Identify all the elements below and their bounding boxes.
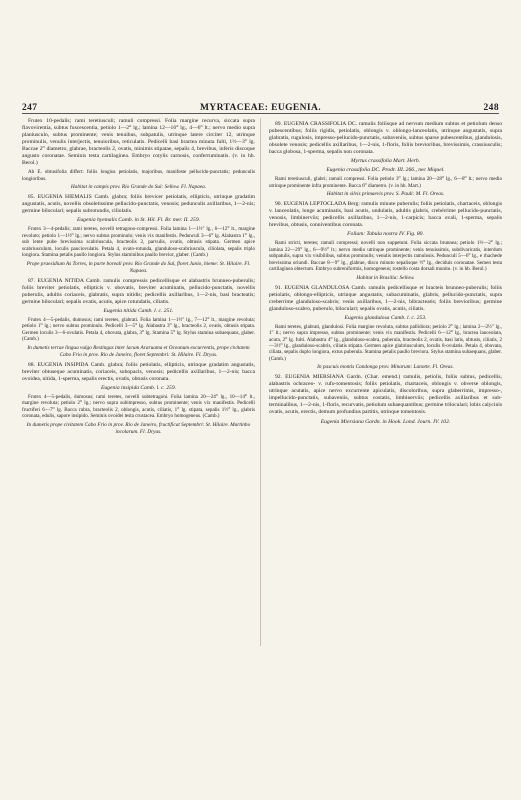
- right-paragraph: Eugenia Miersiana Gardn. in Hook. Lond. Journ. IV. 102.: [320, 418, 451, 425]
- left-paragraph: Habitat in campis prov. Rio Grande do Sul: Sellow. Fl. Napaea.: [70, 184, 207, 191]
- right-paragraph: In pascuis montis Candonga prov. Minarum: Lanotte. Fl. Oreas.: [317, 364, 454, 371]
- left-paragraph: Frutex 3—4-pedalis; rami teretes, novelli tetragono-compressi. Folia lamina 1—1½″ lg., 6—12‴ lt., margine revoluto; petiolo 1—1½‴ lg.; nervo subtus prominulo; venis vix manifestis. Pedunculi 3—6‴ lg. Alabastra 1‴ lg., sub lente pube brevissima scabriuscula, bracteolis 2, parvulis, ovatis, obtusis stipata. Germen apice scabriusculum, loculis pauciovulatis. Petala 4, ovato-rotunda, glanduloso-scabriuscula, ciliolata, sepalis triplo longiora. Stamina petalis paullo longiora. Stylus staminibus paullo brevior, glaber. (Camb.): [22, 226, 255, 258]
- right-paragraph: 89. EUGENIA CRASSIFOLIA DC. ramulis foliisque ad nervum medium subtus et petiolum denso pubescentibus; foliis rigidis, petiolatis, oblongis v. oblongo-lanceolatis, utrinque angustatis, supra glabratis, rugulosis, impresso-pellucido-punctatis, subaveniis, subtus sparse pubescentibus, glandulosis, obsolete venosis; pedicellis axillaribus, 1—2-nis, 1-floris, foliis brevioribus, brevissimis, crassiusculis; bacca globosa, 1-sperma, sepalis non coronata.: [269, 121, 502, 155]
- text-columns: [22, 118, 502, 658]
- left-paragraph: Frutex 10-pedalis; rami teretiusculi; ramuli compressi. Folia margine recurva, siccata supra flavovirentia, subtus fuscescentia, petiolo 1—2‴ lg.; lamina 12—16‴ lg., 4—6‴ lt.; nervo medio supra planiusculo, subtus prominente; venis tenuibus, subpatulis, utrinque latere circiter 12, utrinque prominulis, venulis interjectis, tenuioribus, reticulatis. Pedicelli basi bractea minuta fulti, 1½—3‴ lg. Baccae 2‴ diametro, glabrae, bracteolis 2, ovatis, minimis stipatae, sepalis 4, brevibus, inferis discoque angusto coronatae. Seminis testa cartilaginea. Embryo cotylis carnosis, conferruminatis. (v. in hb. Berol.): [22, 118, 255, 166]
- left-paragraph: Eugenia hyemalis Camb. in St. Hil. Fl. Br. mer. II. 259.: [76, 217, 201, 224]
- right-paragraph: 92. EUGENIA MIERSIANA Gardn. (Char. emend.) ramulis, petiolis, foliis subtus, pedicellis, alabastris ochraceo- v. rufo-tomentosis; foliis petiolatis, chartaceis, oblongis v. obverse oblongis, utrinque acutatis, apice nervo excurrente apiculatis, discoloribus, supra glaberrimis, impresso-, impellucido-punctatis, subaveniis, subtus costatis, limbinerviis; pedicellis axillaribus et sub-terminalibus, 1—2-nis, 1-floris, recurvatis, petiolum subaequantibus; germine triloculari; lobis calycinis ovatis, acutis, erectis, demum profundius partitis, utrinque tomentosis.: [269, 374, 502, 416]
- right-paragraph: Rami teretes, glabrati, glandulosi. Folia margine revoluta, subtus pallidiora; petiolo 2‴ lg.; lamina 2—2½″ lg., 1″ lt.; nervo supra impresso, subtus prominente; venis vix manifestis. Pedicelli 6—12‴ lg., bractea lanceolata, acuta, 2‴ lg. fulti. Alabastra 4‴ lg., glanduloso-scabra, puberula, bracteolis 2, ovatis, basi latis, obtusis, ciliatis, 2—3½‴ lg., glanduloso-scabris, ciliatis stipata. Germen apice glabriusculum, loculis 8-ovulatis. Petala 4, obovata, ciliata, sepalis duplo longiora, extus puberula. Stamina petalis paullo breviora. Stylus stamina subaequans, glaber. (Camb.): [269, 323, 502, 362]
- right-paragraph: Rami teretiusculi, glabri; ramuli compressi. Folia petiolo 3‴ lg.; lamina 20—28‴ lg., 6—8‴ lt.; nervo medio utrinque prominente infra prominente. Bacca 6‴ diametro. (v. in hb. Mart.): [269, 176, 502, 189]
- left-paragraph: 87. EUGENIA NITIDA Camb. ramulis compressis pedicellisque et alabastris brunneo-puberulis; foliis breviter petiolatis, ellipticis v. obovatis, breviter acuminatis, pellucido-punctatis, novellis puberulis, adultis coriaceis, glabratis, supra nitidis; pedicellis axillaribus, 1—2-nis, basi bracteatis; germine biloculari; sepalis ovatis, acutis, apice rotundatis, ciliatis.: [22, 277, 255, 305]
- right-column: [269, 118, 502, 658]
- left-paragraph: Eugenia nitida Camb. l. c. 251.: [103, 307, 174, 314]
- right-paragraph: Rami stricti, teretes; ramuli compressi; novelli non suppetunt. Folia siccata brunnea; petiolo 1½—2‴ lg.; lamina 22—29‴ lg., 6—9½‴ lt.; nervo medio utrinque prominente; venis tenuissimis, subdivaricatis, interdum subpatulis, supra vix visibilibus, subtus prominulis; venulis interjectis ramulosis. Pedunculi 5—6‴ lg., e rhachede brevissima oriundi. Baccae 8—9‴ lg., glabrae, disco minuto sepalisque ½‴ lg., deciduis coronatae. Semen testa cartilaginea obtectum. Embryo subreniformis, homogeneus; rostello costa dorsali munito. (v. in hb. Berol.): [269, 240, 502, 272]
- right-paragraph: 91. EUGENIA GLANDULOSA Camb. ramulis pedicellisque et bracteis brunneo-puberulis; foliis petiolatis, oblongo-ellipticis, utrinque angustatis, subacuminatis, glabris, pellucido-punctatis, supra creberrime glanduloso-scabris; venis axillaribus, 1—2-nis, bibracteatis; foliis brevioribus; germine glanduloso-scabro, puberulo, biloculari; sepalis ovatis, acutis, ciliatis.: [269, 284, 502, 312]
- right-paragraph: Eugenia glandulosa Camb. l. c. 253.: [344, 314, 427, 321]
- left-paragraph: 85. EUGENIA HIEMALIS Camb. glabra; foliis brevicer petiolatis, ellipticis, utrinque gradatim angustatis, acutis, novellis obsoletissime pellucido-punctatis, venosis; pedunculis axillaribus, 1—2-nis; germine biloculari; sepalis subrotundis, ciliolatis.: [22, 194, 255, 215]
- running-title: MYRTACEAE: EUGENIA.: [199, 103, 322, 113]
- header-rule: [22, 113, 499, 114]
- left-paragraph: 88. EUGENIA INSIPIDA Camb. glabra; foliis petiolatis, ellipticis, utrinque gradatim angustatis, breviter obtuseque acuminatis, coriaceis, subopacis, venosis; pedicellis axillaribus, 1—2-nis; bacca ovoidea, nitida, 1-sperma, sepalis erectis, ovatis, obtusis coronata.: [22, 361, 255, 382]
- page-header: [22, 103, 499, 113]
- left-paragraph: Frutex 4—5-pedalis, dumosus; rami teretes, glabrati. Folia lamina 1—1½″ lg., 7—12‴ lt., margine revoluta; petiolo 1‴ lg.; nervo subtus prominulo. Pedicelli 3—5‴ lg. Alabastra 3‴ lg., bracteolis 2, ovatis, obtusis stipata. Germen loculis 3—6-ovulatis. Petala 4, obovata, glabra, 3‴ lg. Stamina 5‴ lg. Stylus stamina subaequans, glaber. (Camb.): [22, 316, 255, 342]
- right-paragraph: Folium: Tabula nostra IV. Fig. 80.: [347, 231, 424, 238]
- right-page-number: 248: [483, 103, 499, 113]
- right-paragraph: Myrtus crassifolia Mart. Herb.: [350, 158, 421, 165]
- right-paragraph: Habitat in silvis primaevis prov. S. Pauli: M. Fl. Oreas.: [326, 191, 445, 198]
- right-paragraph: Eugenia crassifolia DC. Prodr. III. 266., nec Miquel.: [326, 167, 445, 174]
- left-column: [22, 118, 255, 658]
- left-paragraph: Eugenia insipida Camb. l. c. 259.: [100, 384, 177, 391]
- left-paragraph: Frutex 4—5-pedalis, dumosus; rami teretes, novelli subtetragoni. Folia lamina 20—24‴ lg., 10—14‴ lt., margine revoluta; petiolo 2‴ lg.; nervo supra subimpresso, subtus prominente; venis vix manifestis. Pedicelli fructiferi 6—7‴ lg. Bacca rubra, bracteolis 2, oblongis, acutis, ciliatis, 1‴ lg. stipata, sepalis 1½‴ lg., glabris coronata, edulis, sapore insipido. Seminis ovoidei testa crustacea. Embryo homogeneus. (Camb.): [22, 393, 255, 419]
- left-paragraph: In dumetis terrae lingua vulgo Restingas inter lacum Araruama et Oceanum excurrentis, prope civitatem Cabo Frio in prov. Rio de Janeiro, floret Septembri: St. Hilaire. Fl. Dryas.: [27, 344, 250, 358]
- left-paragraph: Prope praesidium As Torres, in parte boreali prov. Rio Grande do Sul, floret Junio, hieme: St. Hilaire. Fl. Napaea.: [26, 260, 251, 274]
- right-paragraph: Habitat in Brasilia: Sellow.: [356, 274, 415, 281]
- left-paragraph: Ab E. obtusifolia differt: foliis longius petiolatis, majoribus, manifeste pellucido-punctatis; pedunculis longioribus.: [22, 169, 255, 182]
- right-paragraph: 90. EUGENIA LEPTOCLADA Berg: ramulis minute puberulis; foliis petiolatis, chartaceis, oblongis v. lanceolatis, longe acuminatis, basi acutis, undulatis, adultis glabris, crebérrime pellucido-punctatis, venosis, limbinerviis; pedicellis axillaribus, 1—2-nis, 1-carpicis; bacca ovali, 1-sperma, sepalis brevibus, obtusis, conniventibus coronata.: [269, 201, 502, 229]
- left-paragraph: In dumetis prope civitatem Cabo Frio in prov. Rio de Janeiro, fructificat Septembri: St. Hilaire. Martinho incolarum. Fl. Dryas.: [26, 421, 251, 435]
- left-page-number: 247: [22, 103, 38, 113]
